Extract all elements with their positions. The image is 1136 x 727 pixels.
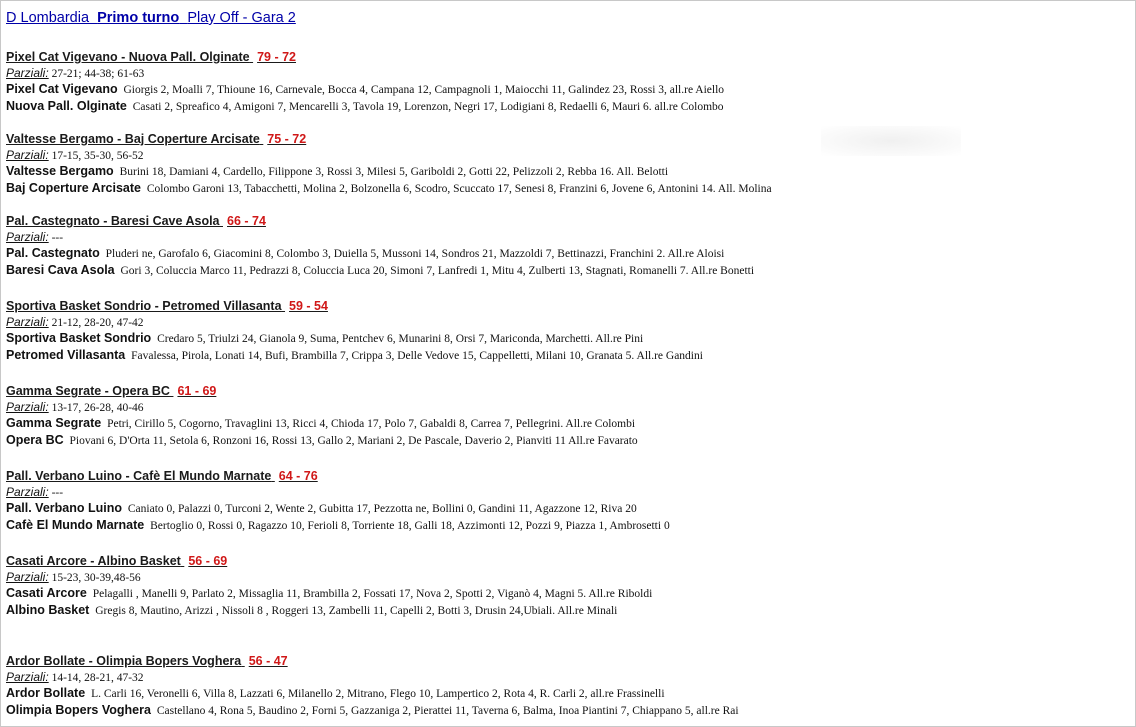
match-score: 56 - 69	[188, 554, 228, 568]
away-team-name: Opera BC	[6, 433, 64, 447]
match-title: Casati Arcore - Albino Basket	[6, 554, 181, 568]
partials-label: Parziali:	[6, 66, 49, 80]
away-team-name: Albino Basket	[6, 603, 90, 617]
home-players: Petri, Cirillo 5, Cogorno, Travaglini 13, Ricci 4, Chioda 17, Polo 7, Gabaldi 8, Carrea 7, Pellegrini. All.re Colombi	[107, 418, 636, 430]
partials-label: Parziali:	[6, 485, 49, 499]
home-roster	[6, 500, 670, 517]
home-players: L. Carli 16, Veronelli 6, Villa 8, Lazzati 6, Milanello 2, Mitrano, Flego 10, Lampertico 2, Rota 4, R. Carli 2, all.re Frassinelli	[91, 688, 665, 700]
home-players: Burini 18, Damiani 4, Cardello, Filippone 3, Rossi 3, Milesi 5, Gariboldi 2, Gotti 22, Pelizzoli 2, Rebba 16. All. Belotti	[119, 166, 669, 178]
home-roster	[6, 585, 652, 602]
partials-row	[6, 229, 754, 245]
match-block	[6, 298, 703, 364]
match-score: 61 - 69	[177, 384, 217, 398]
partials-value: 15-23, 30-39,48-56	[51, 572, 141, 584]
match-block	[6, 383, 638, 449]
match-score: 79 - 72	[257, 50, 296, 64]
match-title: Valtesse Bergamo - Baj Coperture Arcisate	[6, 132, 260, 146]
match-block	[6, 468, 670, 534]
match-title: Pall. Verbano Luino - Cafè El Mundo Marnate	[6, 469, 272, 483]
match-block	[6, 553, 652, 619]
partials-row	[6, 399, 638, 415]
home-roster	[6, 163, 772, 180]
home-roster	[6, 685, 739, 702]
partials-value: 21-12, 28-20, 47-42	[51, 317, 144, 329]
round-label: Primo turno	[97, 10, 180, 26]
match-title-link[interactable]	[6, 49, 724, 65]
match-score: 64 - 76	[278, 469, 318, 483]
away-roster	[6, 347, 703, 364]
partials-row	[6, 65, 724, 81]
page-heading[interactable]	[6, 10, 296, 26]
partials-row	[6, 569, 652, 585]
partials-label: Parziali:	[6, 148, 49, 162]
partials-value: 13-17, 26-28, 40-46	[51, 402, 144, 414]
partials-value: 27-21; 44-38; 61-63	[51, 68, 145, 80]
away-players: Bertoglio 0, Rossi 0, Ragazzo 10, Ferioli 8, Torriente 18, Galli 18, Azzimonti 12, Pozzi 9, Piazza 1, Ambrosetti 0	[150, 520, 670, 532]
partials-row	[6, 484, 670, 500]
partials-label: Parziali:	[6, 315, 49, 329]
away-players: Gori 3, Coluccia Marco 11, Pedrazzi 8, Coluccia Luca 20, Simoni 7, Lanfredi 1, Mitu 4, Zulberti 13, Stagnati, Romanelli 7. All.re Bonetti	[120, 265, 755, 277]
match-block	[6, 653, 739, 719]
away-roster	[6, 517, 670, 534]
away-roster	[6, 262, 754, 279]
away-team-name: Cafè El Mundo Marnate	[6, 518, 145, 532]
away-team-name: Olimpia Bopers Voghera	[6, 703, 151, 717]
home-players: Pluderi ne, Garofalo 6, Giacomini 8, Colombo 3, Duiella 5, Mussoni 14, Sondros 21, Mazzoldi 7, Bettinazzi, Franchini 2. All.re Aloisi	[105, 248, 725, 260]
away-players: Castellano 4, Rona 5, Baudino 2, Forni 5, Gazzaniga 2, Pierattei 11, Taverna 6, Balma, Inoa Piantini 7, Chiappano 5, all.re Rai	[156, 705, 739, 717]
match-title-link[interactable]	[6, 298, 703, 314]
away-team-name: Nuova Pall. Olginate	[6, 99, 127, 113]
match-title: Pal. Castegnato - Baresi Cave Asola	[6, 214, 220, 228]
home-team-name: Pall. Verbano Luino	[6, 501, 122, 515]
match-title-link[interactable]	[6, 653, 739, 669]
match-block	[6, 213, 754, 279]
partials-row	[6, 669, 739, 685]
match-score: 66 - 74	[227, 214, 266, 228]
home-roster	[6, 415, 638, 432]
away-roster	[6, 602, 652, 619]
partials-label: Parziali:	[6, 230, 49, 244]
partials-label: Parziali:	[6, 570, 49, 584]
away-players: Casati 2, Spreafico 4, Amigoni 7, Mencarelli 3, Tavola 19, Lorenzon, Negri 17, Lodigiani 8, Redaelli 6, Mauri 6. all.re Colombo	[132, 101, 724, 113]
match-score: 75 - 72	[267, 132, 307, 146]
match-score: 59 - 54	[289, 299, 328, 313]
match-title: Gamma Segrate - Opera BC	[6, 384, 170, 398]
away-players: Piovani 6, D'Orta 11, Setola 6, Ronzoni 16, Rossi 13, Gallo 2, Mariani 2, De Pascale, Daverio 2, Pianviti 11 All.re Favarato	[69, 435, 638, 447]
away-roster	[6, 432, 638, 449]
match-title-link[interactable]	[6, 213, 754, 229]
away-players: Colombo Garoni 13, Tabacchetti, Molina 2, Bolzonella 6, Scodro, Scuccato 17, Senesi 8, Franzini 6, Jovene 6, Antonini 14. All. Molina	[146, 183, 772, 195]
league-label: D Lombardia	[6, 10, 90, 26]
home-players: Giorgis 2, Moalli 7, Thioune 16, Carnevale, Bocca 4, Campana 12, Campagnoli 1, Maiocchi 11, Galindez 23, Rossi 3, all.re Aiello	[123, 84, 725, 96]
match-title-link[interactable]	[6, 468, 670, 484]
partials-label: Parziali:	[6, 670, 49, 684]
home-team-name: Pixel Cat Vigevano	[6, 82, 118, 96]
home-roster	[6, 330, 703, 347]
away-team-name: Petromed Villasanta	[6, 348, 126, 362]
away-team-name: Baj Coperture Arcisate	[6, 181, 141, 195]
match-block	[6, 131, 772, 197]
home-players: Caniato 0, Palazzi 0, Turconi 2, Wente 2, Gubitta 17, Pezzotta ne, Bollini 0, Gandini 11, Agazzone 12, Riva 20	[127, 503, 637, 515]
partials-value: 14-14, 28-21, 47-32	[51, 672, 144, 684]
home-players: Pelagalli , Manelli 9, Parlato 2, Missaglia 11, Brambilla 2, Fossati 17, Nova 2, Spotti 2, Viganò 4, Magni 5. All.re Riboldi	[92, 588, 653, 600]
home-team-name: Casati Arcore	[6, 586, 87, 600]
match-block	[6, 49, 724, 115]
match-title: Ardor Bollate - Olimpia Bopers Voghera	[6, 654, 242, 668]
home-team-name: Ardor Bollate	[6, 686, 86, 700]
home-roster	[6, 81, 724, 98]
away-roster	[6, 98, 724, 115]
match-title: Sportiva Basket Sondrio - Petromed Villasanta	[6, 299, 282, 313]
partials-value: 17-15, 35-30, 56-52	[51, 150, 144, 162]
home-roster	[6, 245, 754, 262]
match-title: Pixel Cat Vigevano - Nuova Pall. Olginate	[6, 50, 250, 64]
away-roster	[6, 180, 772, 197]
home-team-name: Gamma Segrate	[6, 416, 102, 430]
away-team-name: Baresi Cava Asola	[6, 263, 115, 277]
home-team-name: Valtesse Bergamo	[6, 164, 114, 178]
away-players: Favalessa, Pirola, Lonati 14, Bufi, Brambilla 7, Crippa 3, Delle Vedove 15, Cappelletti, Milani 10, Granata 5. All.re Gandini	[131, 350, 703, 362]
partials-row	[6, 147, 772, 163]
home-team-name: Sportiva Basket Sondrio	[6, 331, 152, 345]
away-roster	[6, 702, 739, 719]
home-players: Credaro 5, Triulzi 24, Gianola 9, Suma, Pentchev 6, Munarini 8, Orsi 7, Mariconda, Marchetti. All.re Pini	[157, 333, 644, 345]
home-team-name: Pal. Castegnato	[6, 246, 100, 260]
partials-value: ---	[51, 232, 64, 244]
stage-label: Play Off - Gara 2	[187, 10, 296, 26]
match-title-link[interactable]	[6, 383, 638, 399]
away-players: Gregis 8, Mautino, Arizzi , Nissoli 8 , Roggeri 13, Zambelli 11, Capelli 2, Botti 3, Drusin 24,Ubiali. All.re Minali	[95, 605, 618, 617]
match-score: 56 - 47	[248, 654, 288, 668]
match-title-link[interactable]	[6, 553, 652, 569]
partials-value: ---	[51, 487, 64, 499]
partials-label: Parziali:	[6, 400, 49, 414]
background-smudge	[821, 126, 961, 156]
partials-row	[6, 314, 703, 330]
match-title-link[interactable]	[6, 131, 772, 147]
